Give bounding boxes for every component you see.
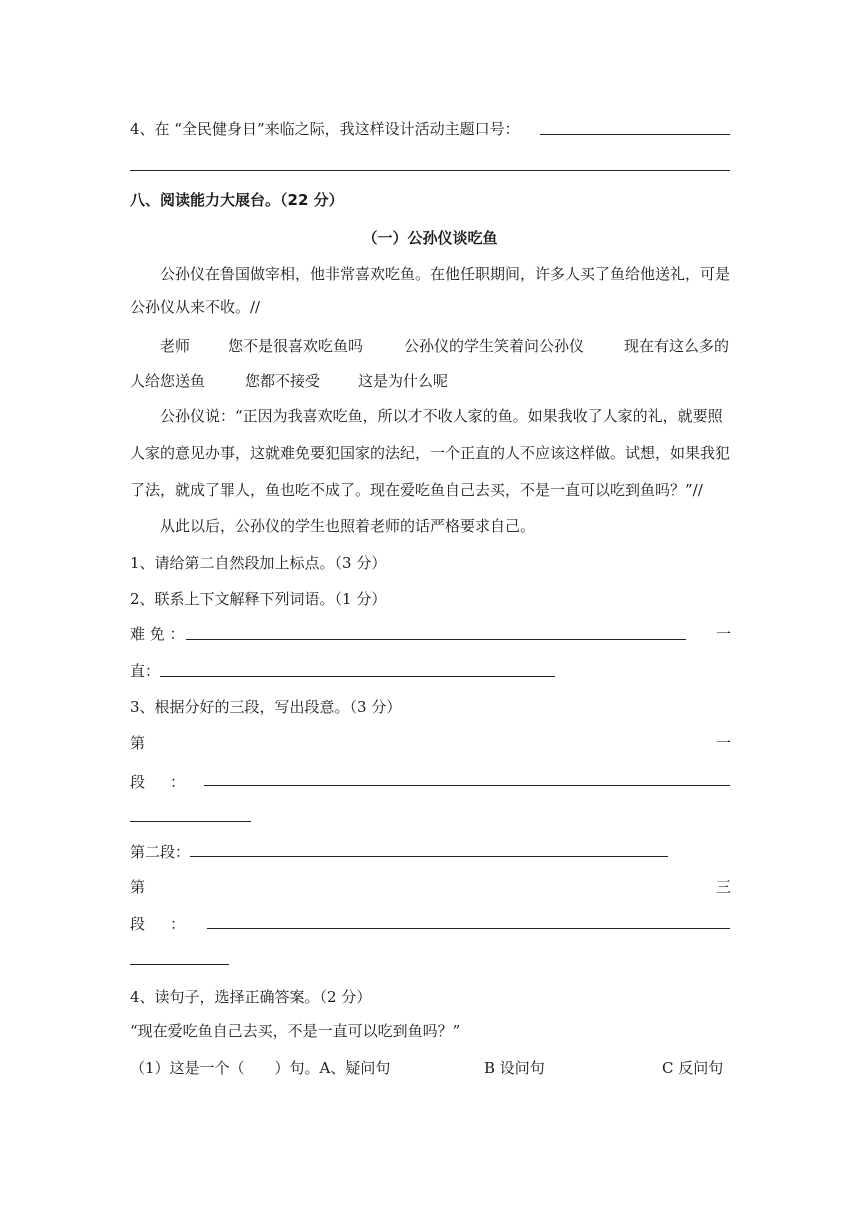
option-c[interactable]: C 反问句: [662, 1059, 724, 1077]
paragraph-2-part: 这是为什么呢: [358, 372, 449, 390]
question-1: 1、请给第二自然段加上标点。（3 分）: [130, 554, 387, 572]
passage-title: （一）公孙仪谈吃鱼: [362, 229, 498, 247]
paragraph-3-line-3: 了法，就成了罪人，鱼也吃不成了。现在爱吃鱼自己去买，不是一直可以吃到鱼吗？”//: [130, 481, 703, 499]
section-heading: 八、阅读能力大展台。（22 分）: [130, 191, 344, 209]
question-4: 4、读句子，选择正确答案。（2 分）: [130, 988, 372, 1006]
answer-line[interactable]: [130, 170, 730, 171]
paragraph-2-part: 您都不接受: [245, 372, 321, 390]
answer-line[interactable]: [160, 676, 555, 677]
question-2: 2、联系上下文解释下列词语。（1 分）: [130, 590, 387, 608]
paragraph-2-part: 老师: [160, 337, 191, 355]
question-4-1: （1）这是一个（ ）句。A、疑问句: [130, 1059, 391, 1077]
paragraph-4: 从此以后，公孙仪的学生也照着老师的话严格要求自己。: [160, 517, 536, 535]
answer-line[interactable]: [540, 134, 730, 135]
answer-line[interactable]: [130, 964, 229, 965]
paragraph-1-line-1: 公孙仪在鲁国做宰相，他非常喜欢吃鱼。在他任职期间，许多人买了鱼给他送礼，可是: [160, 265, 731, 283]
segment-1-label: 一: [716, 734, 732, 752]
paragraph-2-part: 公孙仪的学生笑着问公孙仪: [404, 337, 585, 355]
answer-line[interactable]: [186, 639, 686, 640]
segment-1-colon: ：: [170, 773, 186, 791]
word-label-nanmian: 难 免 ：: [130, 625, 185, 643]
segment-1-label: 段: [130, 773, 146, 791]
question-7-4: 4、在 “全民健身日”来临之际，我这样设计活动主题口号：: [130, 120, 520, 138]
option-b[interactable]: B 设问句: [484, 1059, 545, 1077]
question-3: 3、根据分好的三段，写出段意。（3 分）: [130, 698, 402, 716]
paragraph-2-part: 人给您送鱼: [130, 372, 206, 390]
segment-3-colon: ：: [170, 915, 186, 933]
answer-line[interactable]: [130, 821, 251, 822]
segment-3-label: 第: [130, 878, 146, 896]
paragraph-3-line-1: 公孙仪说：“正因为我喜欢吃鱼，所以才不收人家的鱼。如果我收了人家的礼，就要照: [160, 407, 723, 425]
paragraph-1-line-2: 公孙仪从来不收。//: [130, 298, 261, 316]
word-label-yizhi-part: 一: [716, 625, 732, 643]
segment-1-label: 第: [130, 734, 146, 752]
question-4-sentence: “现在爱吃鱼自己去买，不是一直可以吃到鱼吗？”: [130, 1022, 461, 1040]
paragraph-2-part: 您不是很喜欢吃鱼吗: [228, 337, 364, 355]
paragraph-3-line-2: 人家的意见办事，这就难免要犯国家的法纪，一个正直的人不应该这样做。试想，如果我犯: [130, 444, 731, 462]
answer-line[interactable]: [207, 928, 730, 929]
paragraph-2-part: 现在有这么多的: [624, 337, 730, 355]
segment-3-label: 段: [130, 915, 146, 933]
word-label-yizhi-part: 直：: [130, 662, 161, 680]
answer-line[interactable]: [190, 856, 668, 857]
segment-3-label: 三: [716, 878, 732, 896]
segment-2-label: 第二段：: [130, 843, 191, 861]
answer-line[interactable]: [204, 785, 730, 786]
